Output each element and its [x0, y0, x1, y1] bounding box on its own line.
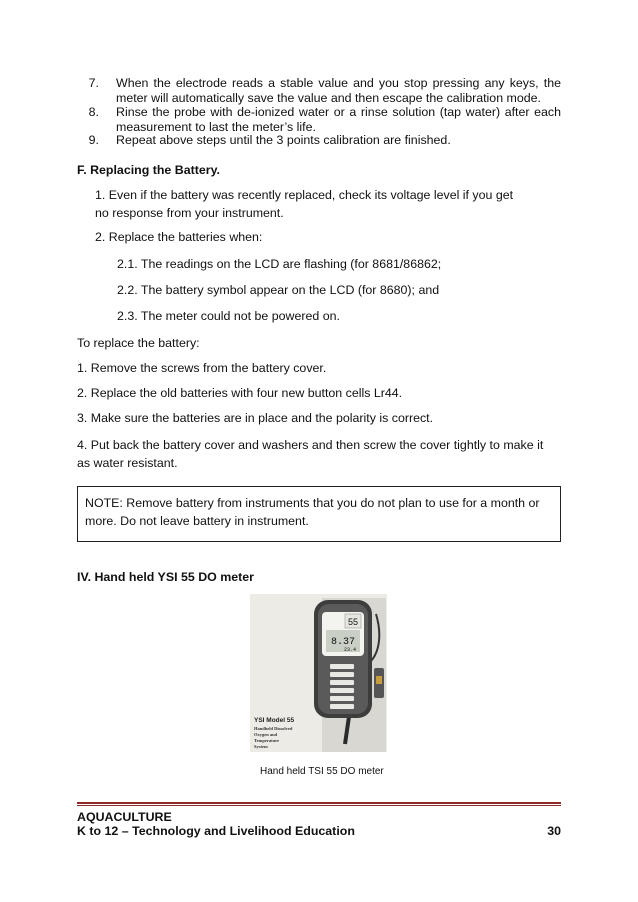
figure-caption: Hand held TSI 55 DO meter: [260, 766, 384, 777]
step-9: [77, 133, 561, 148]
photo-label-line: Oxygen and: [254, 732, 278, 737]
footer-subject: AQUACULTURE: [77, 810, 172, 824]
step-number: 7.: [88, 76, 99, 90]
display-sub-reading: 23.4: [343, 647, 357, 653]
sub-item-2-3: 2.3. The meter could not be powered on.: [117, 309, 340, 323]
step-number: 8.: [88, 105, 99, 119]
sub-item-2-1: 2.1. The readings on the LCD are flashing (for 8681/86862;: [117, 257, 442, 271]
note-box: [77, 486, 561, 542]
step-text: Repeat above steps until the 3 points calibration are finished.: [116, 133, 451, 147]
photo-label-line: Handheld Dissolved: [254, 726, 293, 731]
display-main-reading: 8.37: [330, 637, 356, 648]
note-text: NOTE: Remove battery from instruments that you do not plan to use for a month or more. Do not leave battery in instrument.: [85, 496, 540, 528]
footer-rule-thin: [77, 805, 561, 806]
step-7: [77, 76, 561, 106]
step-text: When the electrode reads a stable value and you stop pressing any keys, the meter will automatically save the value and then escape the calibration mode.: [116, 76, 561, 105]
replace-step-3: 3. Make sure the batteries are in place and the polarity is correct.: [77, 411, 434, 425]
photo-label-line: System: [254, 744, 268, 749]
item-1: 1. Even if the battery was recently replaced, check its voltage level if you get no response from your instrument.: [95, 188, 514, 220]
photo-label-title: YSI Model 55: [254, 717, 295, 724]
footer-course: K to 12 – Technology and Livelihood Education: [77, 824, 355, 838]
display-model-badge: 55: [347, 617, 359, 627]
section-f-heading: F. Replacing the Battery.: [77, 163, 220, 177]
replace-step-4: 4. Put back the battery cover and washers and then screw the cover tightly to make it as water resistant.: [77, 438, 544, 470]
replace-step-1: 1. Remove the screws from the battery cover.: [77, 361, 327, 375]
ysi-55-meter-photo: [250, 594, 387, 752]
step-number: 9.: [88, 133, 99, 147]
photo-label-line: Temperature: [254, 738, 279, 743]
section-iv-heading: IV. Hand held YSI 55 DO meter: [77, 570, 254, 584]
step-8: [77, 105, 561, 135]
sub-item-2-2: 2.2. The battery symbol appear on the LCD (for 8680); and: [117, 283, 440, 297]
replace-step-2: 2. Replace the old batteries with four new button cells Lr44.: [77, 386, 403, 400]
step-text: Rinse the probe with de-ionized water or a rinse solution (tap water) after each measurement to last the meter’s life.: [116, 105, 561, 134]
footer-page-number: 30: [547, 824, 561, 838]
replace-intro: To replace the battery:: [77, 336, 200, 350]
item-2: 2. Replace the batteries when:: [95, 230, 263, 244]
footer-rule-thick: [77, 802, 561, 804]
